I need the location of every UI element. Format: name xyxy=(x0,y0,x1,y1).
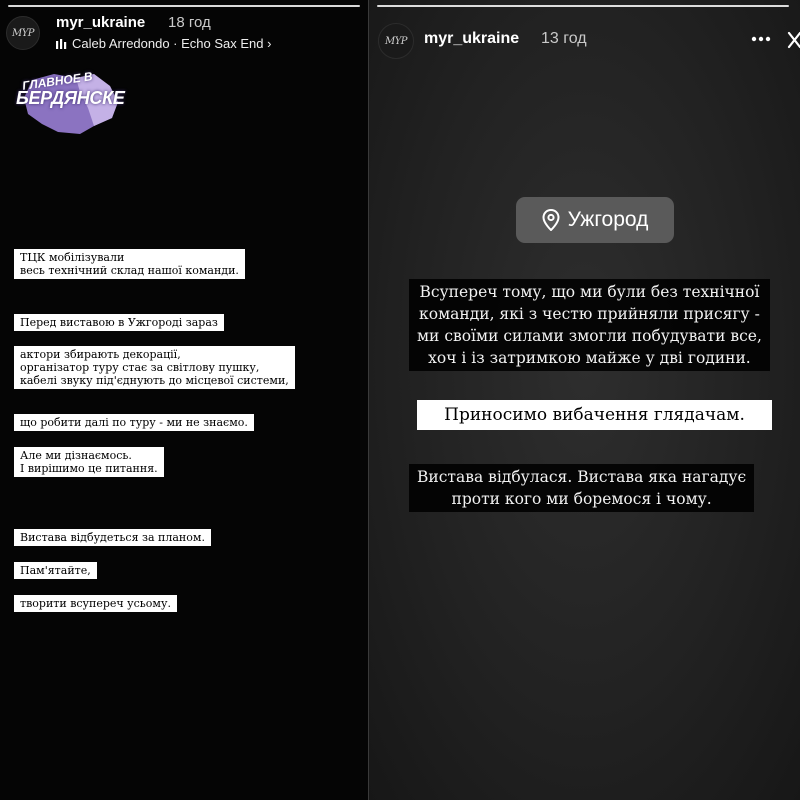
location-pin-icon xyxy=(542,209,560,231)
caption-line: Пам'ятайте, xyxy=(20,564,91,577)
caption-line: хоч і із затримкою майже у дві години. xyxy=(428,349,751,367)
sticker-line-1: ГЛАВНОЕ В xyxy=(21,69,94,93)
caption-2 xyxy=(14,314,224,331)
more-icon[interactable] xyxy=(748,26,774,52)
caption-line: проти кого ми боремося і чому. xyxy=(451,490,712,508)
caption-3 xyxy=(14,346,295,389)
close-icon[interactable] xyxy=(786,26,800,54)
caption-line: І вирішимо це питання. xyxy=(20,462,158,475)
music-label: Caleb Arredondo · Echo Sax End › xyxy=(72,36,272,51)
caption-line: актори збирають декорації, xyxy=(20,348,181,361)
caption-line: кабелі звуку під'єднують до місцевої системи, xyxy=(20,374,289,387)
sticker-line-2: БЕРДЯНСКЕ xyxy=(16,88,125,108)
caption-line: організатор туру стає за світлову пушку, xyxy=(20,361,260,374)
story-caption-1 xyxy=(409,279,770,371)
caption-line: весь технічний склад нашої команди. xyxy=(20,264,239,277)
caption-line: ТЦК мобілізували xyxy=(20,251,125,264)
progress-bar xyxy=(377,5,789,7)
post-time: 13 год xyxy=(541,30,587,47)
caption-line: Вистава відбудеться за планом. xyxy=(20,531,205,544)
caption-1 xyxy=(14,249,245,279)
location-sticker[interactable] xyxy=(516,197,674,243)
post-time: 18 год xyxy=(168,14,211,31)
music-bars-icon xyxy=(56,39,68,49)
avatar[interactable]: MYP xyxy=(378,23,414,59)
caption-8 xyxy=(14,595,177,612)
caption-line: Вистава відбулася. Вистава яка нагадує xyxy=(417,468,747,486)
caption-line: Але ми дізнаємось. xyxy=(20,449,132,462)
caption-line: команди, які з честю прийняли присягу - xyxy=(419,305,760,323)
caption-line: ми своїми силами змогли побудувати все, xyxy=(417,327,762,345)
caption-6 xyxy=(14,529,211,546)
story-caption-2 xyxy=(409,464,754,512)
caption-7 xyxy=(14,562,97,579)
caption-line: що робити далі по туру - ми не знаємо. xyxy=(20,416,248,429)
music-info[interactable] xyxy=(56,36,271,51)
username[interactable]: myr_ukraine xyxy=(424,30,520,47)
progress-bar xyxy=(8,5,360,7)
city-sticker[interactable] xyxy=(14,68,126,140)
avatar[interactable]: MYP xyxy=(6,16,40,50)
caption-line: творити всупереч усьому. xyxy=(20,597,171,610)
story-left[interactable] xyxy=(0,0,368,800)
apology-caption: Приносимо вибачення глядачам. xyxy=(417,400,772,430)
caption-line: Перед виставою в Ужгороді зараз xyxy=(20,316,218,329)
caption-5 xyxy=(14,447,164,477)
caption-line: Всупереч тому, що ми були без технічної xyxy=(419,283,760,301)
location-label: Ужгород xyxy=(567,208,649,231)
caption-4 xyxy=(14,414,254,431)
username[interactable]: myr_ukraine xyxy=(56,14,146,31)
